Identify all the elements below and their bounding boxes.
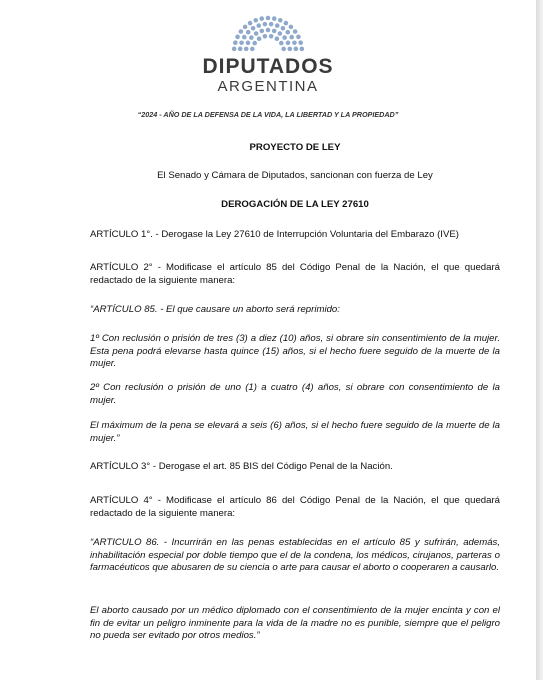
- article-86-exception: El aborto causado por un médico diplomado con el consentimiento de la mujer encinta y con el fin de evitar un peligro inminente para la vida de la madre no es punible, siempre que el peligro no pueda ser evitado por otros medios.”: [90, 605, 500, 642]
- page-edge-shadow: [536, 0, 543, 680]
- logo-subtitle: ARGENTINA: [217, 78, 319, 95]
- article-1: ARTÍCULO 1°. - Derogase la Ley 27610 de Interrupción Voluntaria del Embarazo (IVE): [90, 229, 459, 240]
- article-85-heading: “ARTÍCULO 85. - El que causare un aborto será reprimido:: [90, 304, 340, 315]
- article-85-clause-2: 2º Con reclusión o prisión de uno (1) a cuatro (4) años, si obrare con consentimiento de la mujer.: [90, 382, 500, 406]
- document-subtitle: DEROGACIÓN DE LA LEY 27610: [221, 199, 369, 210]
- article-86-text: “ARTICULO 86. - Incurrirán en las penas establecidas en el artículo 85 y sufrirán, además, inhabilitación especial por doble tiempo que el de la condena, los médicos, cirujanos, parteras o farmacéuticos que abusaren de su ciencia o arte para causar el aborto o cooperaren a causarlo.: [90, 537, 500, 574]
- preamble: El Senado y Cámara de Diputados, sancionan con fuerza de Ley: [157, 170, 433, 181]
- article-2: ARTÍCULO 2° - Modificase el artículo 85 del Código Penal de la Nación, el que quedará redactado de la siguiente manera:: [90, 262, 500, 286]
- article-3: ARTÍCULO 3° - Derogase el art. 85 BIS del Código Penal de la Nación.: [90, 461, 393, 472]
- year-motto: “2024 - AÑO DE LA DEFENSA DE LA VIDA, LA LIBERTAD Y LA PROPIEDAD”: [137, 110, 399, 119]
- logo-title: DIPUTADOS: [202, 55, 334, 78]
- document-title: PROYECTO DE LEY: [249, 142, 341, 153]
- article-85-maximum: El máximum de la pena se elevará a seis (6) años, si el hecho fuere seguido de la muerte de la mujer.”: [90, 420, 500, 444]
- article-85-clause-1: 1º Con reclusión o prisión de tres (3) a diez (10) años, si obrare sin consentimiento de la mujer. Esta pena podrá elevarse hasta quince (15) años, si el hecho fuere seguido de la muerte de la mujer.: [90, 333, 500, 370]
- chamber-emblem-icon: [213, 14, 323, 54]
- article-4: ARTÍCULO 4° - Modificase el artículo 86 del Código Penal de la Nación, el que quedará redactado de la siguiente manera:: [90, 495, 500, 519]
- diputados-logo: [0, 14, 536, 96]
